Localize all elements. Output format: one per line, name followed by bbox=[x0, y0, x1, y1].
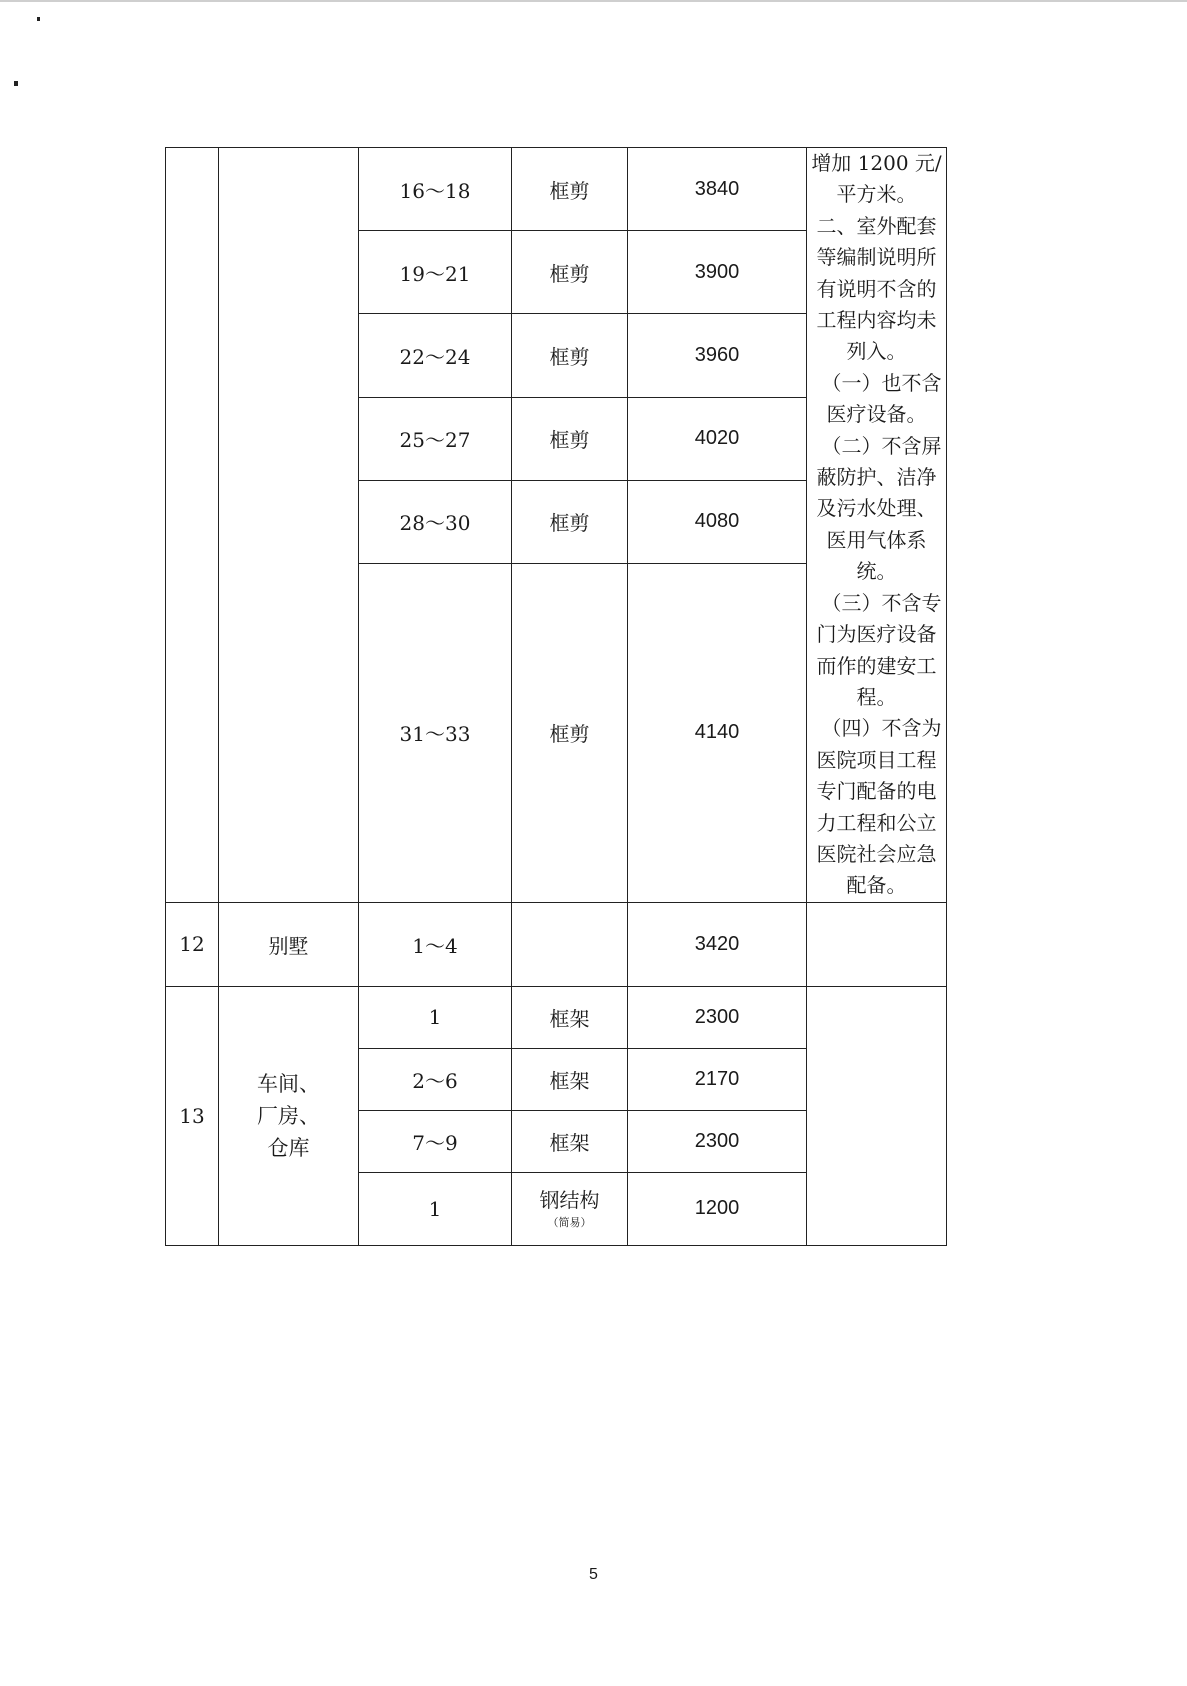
price-cell: 3960 bbox=[628, 314, 807, 397]
note-paragraph: 增加 1200 元/平方米。 bbox=[811, 151, 942, 207]
price-table bbox=[165, 147, 947, 1246]
floors-cell: 1～4 bbox=[359, 902, 512, 986]
price-cell: 3840 bbox=[628, 148, 807, 231]
note-paragraph: （四）不含为医院项目工程专门配备的电力工程和公立医院社会应急配备。 bbox=[816, 716, 942, 898]
floors-cell: 7～9 bbox=[359, 1110, 512, 1172]
floors-cell: 28～30 bbox=[359, 480, 512, 563]
price-cell: 3900 bbox=[628, 231, 807, 314]
structure-cell: 框架 bbox=[512, 986, 628, 1048]
no-cell: 13 bbox=[166, 986, 219, 1245]
structure-cell: 框剪 bbox=[512, 148, 628, 231]
structure-cell bbox=[512, 1172, 628, 1245]
floors-cell: 22～24 bbox=[359, 314, 512, 397]
note-paragraph: 二、室外配套等编制说明所有说明不含的工程内容均未列入。 bbox=[816, 213, 937, 364]
scan-speck bbox=[37, 17, 40, 21]
scan-speck bbox=[14, 81, 18, 86]
no-cell: 12 bbox=[166, 902, 219, 986]
price-cell: 2300 bbox=[628, 986, 807, 1048]
structure-label: 钢结构 bbox=[539, 1187, 600, 1212]
table-row bbox=[166, 148, 947, 231]
note-paragraph: （二）不含屏蔽防护、洁净及污水处理、医用气体系统。 bbox=[816, 433, 942, 584]
structure-sublabel: （简易） bbox=[547, 1215, 592, 1229]
price-cell: 2170 bbox=[628, 1048, 807, 1110]
price-cell: 4140 bbox=[628, 563, 807, 902]
note-paragraph: （三）不含专门为医疗设备而作的建安工程。 bbox=[816, 590, 942, 709]
structure-cell: 框剪 bbox=[512, 314, 628, 397]
page-number: 5 bbox=[589, 1566, 598, 1583]
floors-cell: 1 bbox=[359, 1172, 512, 1245]
note-cell bbox=[807, 148, 947, 903]
price-cell: 1200 bbox=[628, 1172, 807, 1245]
floors-cell: 25～27 bbox=[359, 397, 512, 480]
no-cell-continued bbox=[166, 148, 219, 903]
table-row-13 bbox=[166, 986, 947, 1048]
floors-cell: 19～21 bbox=[359, 231, 512, 314]
table-row-12 bbox=[166, 902, 947, 986]
structure-cell: 框剪 bbox=[512, 563, 628, 902]
floors-cell: 1 bbox=[359, 986, 512, 1048]
note-cell-empty bbox=[807, 902, 947, 986]
structure-cell bbox=[512, 902, 628, 986]
floors-cell: 31～33 bbox=[359, 563, 512, 902]
structure-cell: 框剪 bbox=[512, 231, 628, 314]
price-cell: 4080 bbox=[628, 480, 807, 563]
scan-edge bbox=[0, 0, 1187, 2]
type-cell-continued bbox=[219, 148, 359, 903]
structure-cell: 框架 bbox=[512, 1110, 628, 1172]
type-cell: 别墅 bbox=[219, 902, 359, 986]
type-label: 车间、 厂房、 仓库 bbox=[257, 1071, 320, 1160]
structure-cell: 框剪 bbox=[512, 397, 628, 480]
price-cell: 3420 bbox=[628, 902, 807, 986]
floors-cell: 16～18 bbox=[359, 148, 512, 231]
type-cell bbox=[219, 986, 359, 1245]
structure-cell: 框剪 bbox=[512, 480, 628, 563]
price-cell: 2300 bbox=[628, 1110, 807, 1172]
price-cell: 4020 bbox=[628, 397, 807, 480]
note-paragraph: （一）也不含医疗设备。 bbox=[821, 370, 942, 427]
note-cell-empty bbox=[807, 986, 947, 1245]
structure-cell: 框架 bbox=[512, 1048, 628, 1110]
floors-cell: 2～6 bbox=[359, 1048, 512, 1110]
